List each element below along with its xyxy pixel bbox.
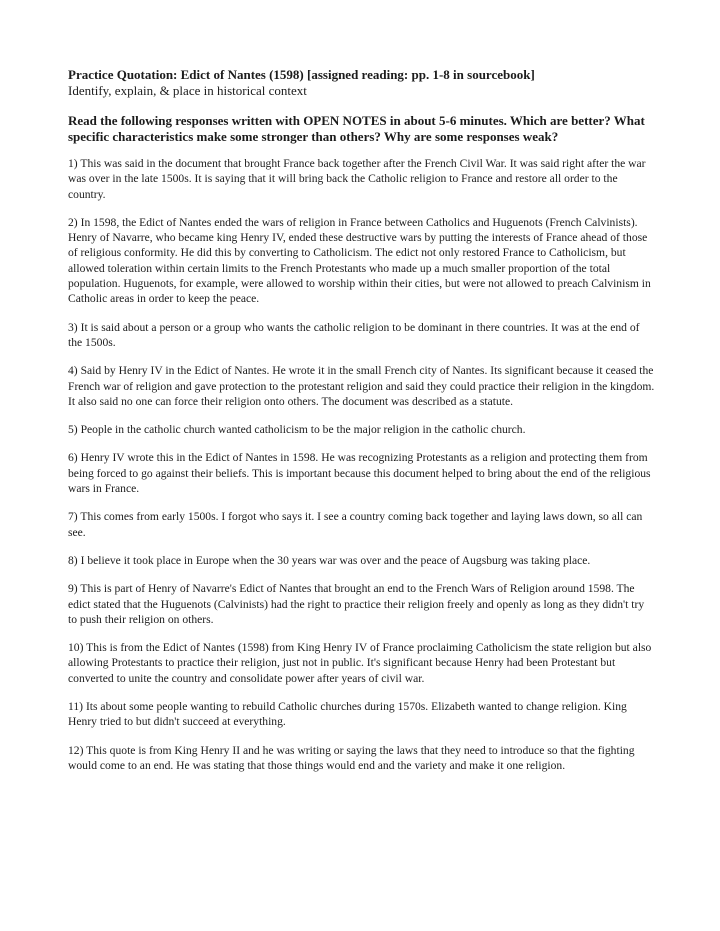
response-text: People in the catholic church wanted catholicism to be the major religion in the catholic church.: [80, 423, 526, 437]
response-item: [68, 743, 656, 774]
response-number: 1): [68, 157, 78, 170]
page-subtitle: Identify, explain, & place in historical context: [68, 83, 307, 98]
response-item: [68, 450, 656, 496]
response-number: 12): [68, 743, 84, 757]
response-number: 4): [68, 364, 78, 378]
response-number: 8): [68, 553, 78, 567]
response-number: 9): [68, 582, 78, 596]
response-item: [68, 553, 656, 568]
response-text: This is from the Edict of Nantes (1598) from King Henry IV of France proclaiming Catholicism the state religion but also allowing Protestants to practice their religion, just not in public. It's significant because Henry had been Protestant but converted to unite the country and consolidate power after years of civil war.: [68, 641, 652, 685]
response-text: I believe it took place in Europe when the 30 years war was over and the peace of Augsburg was taking place.: [80, 553, 591, 567]
response-number: 3): [68, 320, 78, 334]
response-text: This comes from early 1500s. I forgot who says it. I see a country coming back together and laying laws down, so all can see.: [68, 510, 643, 539]
response-number: 7): [68, 510, 78, 524]
response-item: [68, 509, 656, 540]
response-item: [68, 320, 656, 351]
response-number: 2): [68, 215, 78, 229]
response-item: [68, 581, 656, 627]
response-item: [68, 363, 656, 409]
response-number: 11): [68, 700, 84, 714]
page-title: Practice Quotation: Edict of Nantes (1598) [assigned reading: pp. 1-8 in sourcebook]: [68, 67, 535, 82]
response-text: In 1598, the Edict of Nantes ended the wars of religion in France between Catholics and Huguenots (French Calvinists). Henry of Navarre, who became king Henry IV, ended these destructive wars by putting the interests of France ahead of those of religious conformity. He did this by converting to Catholicism. The edict not only restored France to Catholicism, but allowed toleration within certain limits to the French Protestants who made up a much smaller proportion of the total population. Huguenots, for example, were allowed to worship within their cities, but were not allowed to preach Calvinism in Catholic areas in order to keep the peace.: [68, 215, 651, 306]
response-text: Said by Henry IV in the Edict of Nantes. He wrote it in the small French city of Nantes. Its significant because it ceased the French war of religion and gave protection to the protestant religion and said they could practice their religion in the kingdom. It also said no one can force their religion onto others. The document was described as a statute.: [68, 364, 655, 408]
response-text: Its about some people wanting to rebuild Catholic churches during 1570s. Elizabeth wanted to change religion. King Henry tried to but didn't succeed at everything.: [68, 700, 627, 729]
response-number: 5): [68, 423, 78, 437]
response-item: [68, 640, 656, 686]
instructions: Read the following responses written with OPEN NOTES in about 5-6 minutes. Which are better? What specific characteristics make some stronger than others? Why are some responses weak?: [68, 113, 645, 144]
response-number: 10): [68, 641, 84, 655]
response-item: [68, 422, 656, 437]
response-item: [68, 215, 656, 307]
response-text: Henry IV wrote this in the Edict of Nantes in 1598. He was recognizing Protestants as a religion and protecting them from being forced to go against their beliefs. This is important because this document helped to bring about the end of the religious wars in France.: [68, 451, 651, 496]
response-text: This is part of Henry of Navarre's Edict of Nantes that brought an end to the French Wars of Religion around 1598. The edict stated that the Huguenots (Calvinists) had the right to practice their religion freely and openly as long as they didn't try to push their religion on others.: [68, 582, 645, 626]
response-item: [68, 699, 656, 730]
response-text: It is said about a person or a group who wants the catholic religion to be dominant in there countries. It was at the end of the 1500s.: [68, 320, 640, 349]
response-text: This was said in the document that brought France back together after the French Civil War. It was said right after the war was over in the late 1500s. It is saying that it will bring back the Catholic religion to France and restore all order to the country.: [68, 157, 646, 201]
response-number: 6): [68, 451, 78, 465]
response-item: [68, 156, 656, 202]
responses-list: [68, 156, 656, 773]
response-text: This quote is from King Henry II and he was writing or saying the laws that they need to introduce so that the fighting would come to an end. He was stating that those things would end and the variety and make it one religion.: [68, 743, 635, 772]
